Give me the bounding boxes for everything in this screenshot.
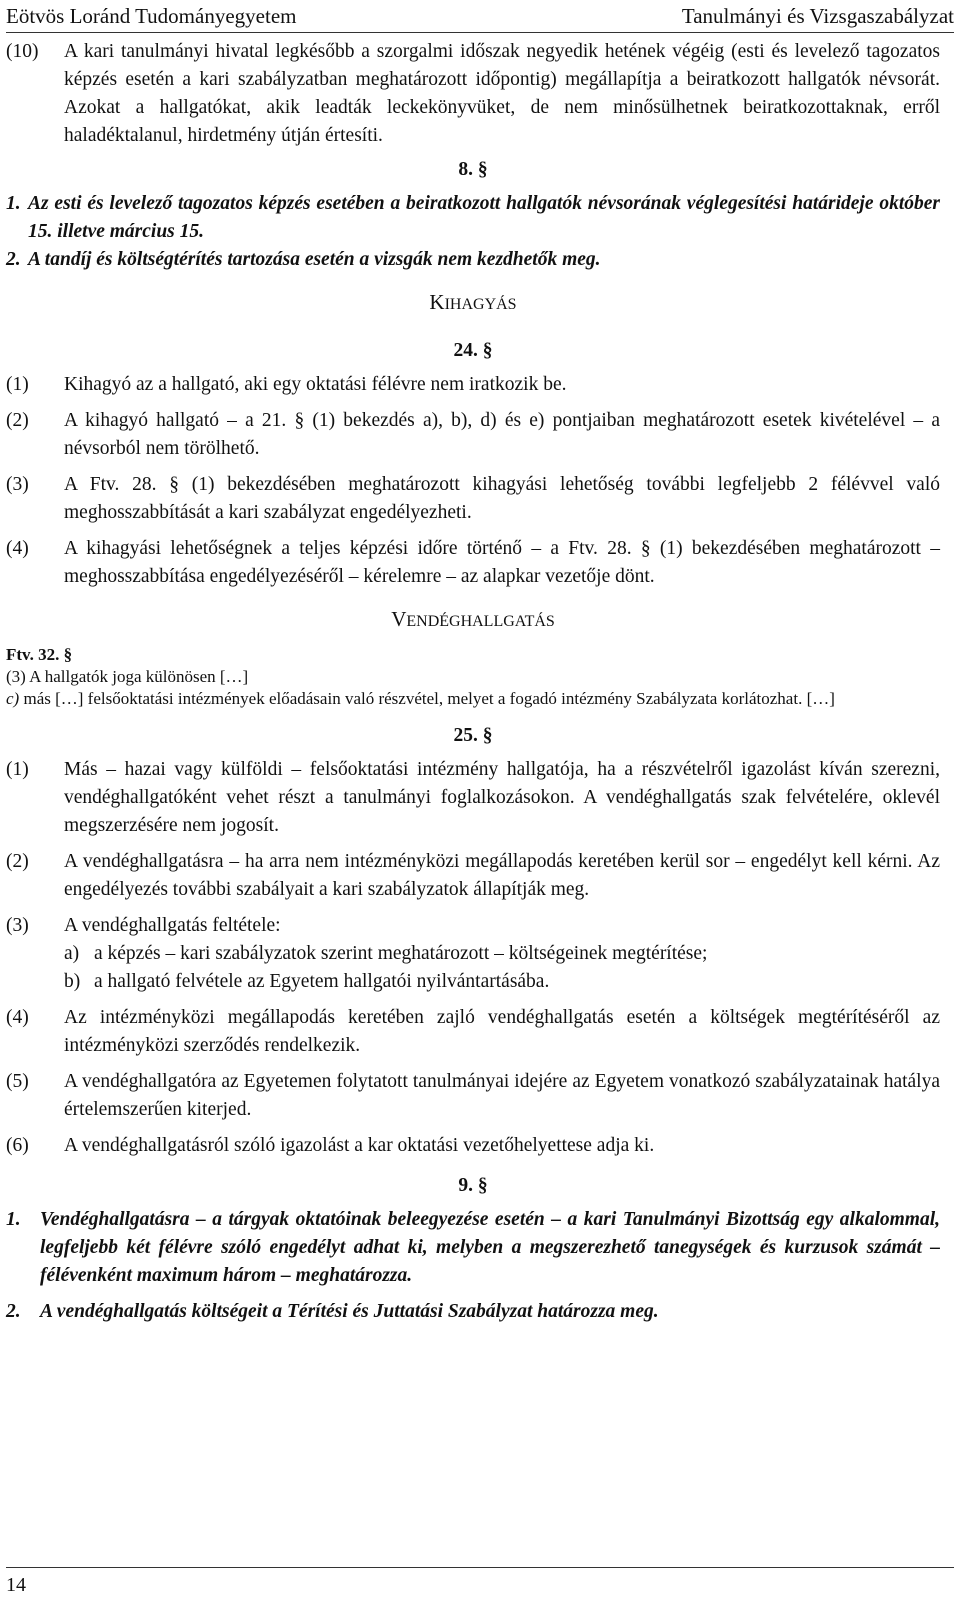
item-text: A Ftv. 28. § (1) bekezdésében meghatározott kihagyási lehetőség további legfeljebb 2 félévvel való meghosszabbítását a kari szabályzat engedélyezheti. (64, 474, 940, 523)
item-text: A vendéghallgatóra az Egyetemen folytatott tanulmányai idejére az Egyetem vonatkozó szabályzatainak hatálya értelemszerűen kiterjed. (64, 1071, 940, 1120)
section-25-item (6, 1068, 940, 1124)
ftv-quote (6, 644, 940, 710)
section-25-item (6, 1004, 940, 1060)
section-25-item (6, 756, 940, 840)
item-number: (3) (6, 474, 29, 495)
item-number: 1. (6, 1209, 21, 1230)
item-number: 2. (6, 1301, 21, 1322)
sub-item: a) a képzés – kari szabályzatok szerint meghatározott – költségeinek megtérítése; (64, 943, 708, 964)
item-text: Az intézményközi megállapodás keretében zajló vendéghallgatás esetén a költségek megtérítéséről az intézményközi szerződés rendelkezik. (64, 1007, 940, 1056)
page-number: 14 (6, 1574, 26, 1596)
paragraph-text: A kari tanulmányi hivatal legkésőbb a szorgalmi időszak negyedik hetének végéig (esti és levelező tagozatos képzés esetén a kari szabályzatban meghatározott időpontig) megállapítja a beiratkozott hallgatók névsorát. Azokat a hallgatókat, akik leadták leckekönyvüket, de nem minősülhetnek beiratkozottaknak, erről haladéktalanul, hirdetmény útján értesíti. (64, 41, 940, 146)
section-25-title: 25. § (453, 725, 493, 746)
ftv-quote-line: (3) A hallgatók joga különösen […] (6, 667, 249, 686)
document-body (6, 38, 940, 1334)
section-24-item (6, 371, 940, 399)
section-24-item (6, 407, 940, 463)
section-8-item (6, 246, 940, 274)
section-25-item (6, 848, 940, 904)
item-text: A kihagyó hallgató – a 21. § (1) bekezdés a), b), d) és e) pontjaiban meghatározott esetek kivételével – a névsorból nem törölhető. (64, 410, 940, 459)
item-text: A vendéghallgatás költségeit a Térítési és Juttatási Szabályzat határozza meg. (40, 1301, 659, 1322)
section-8-item (6, 190, 940, 246)
item-number: 2. (6, 249, 21, 270)
header-university: Eötvös Loránd Tudományegyetem (6, 4, 297, 28)
section-24-item (6, 535, 940, 591)
section-25-item (6, 912, 940, 996)
page-header (6, 0, 954, 33)
section-25-item (6, 1132, 940, 1160)
section-8-title: 8. § (458, 159, 488, 180)
item-text: Az esti és levelező tagozatos képzés esetében a beiratkozott hallgatók névsorának véglegesítési határideje október 15. illetve március 15. (28, 193, 940, 242)
item-text: A vendéghallgatásról szóló igazolást a kar oktatási vezetőhelyettese adja ki. (64, 1135, 655, 1156)
page-footer (6, 1567, 954, 1597)
item-number: (6) (6, 1135, 29, 1156)
sub-item: b) a hallgató felvétele az Egyetem hallgatói nyilvántartásába. (64, 971, 550, 992)
item-number: (3) (6, 915, 29, 936)
section-9-title: 9. § (458, 1175, 488, 1196)
item-number: (5) (6, 1071, 29, 1092)
section-24-item (6, 471, 940, 527)
section-24-title: 24. § (453, 340, 493, 361)
item-text: A vendéghallgatásra – ha arra nem intézményközi megállapodás keretében kerül sor – engedélyt kell kérni. Az engedélyezés további szabályait a kari szabályzatok állapítják meg. (64, 851, 940, 900)
item-text: A vendéghallgatás feltétele: (64, 915, 281, 936)
section-9-item (6, 1206, 940, 1290)
item-text: Vendéghallgatásra – a tárgyak oktatóinak beleegyezése esetén – a kari Tanulmányi Bizottság egy alkalommal, legfeljebb két félévre szóló engedélyt adhat ki, melyben a megszerezhető tanegységek és kurzusok számát – félévenként maximum három – meghatározza. (40, 1209, 940, 1286)
item-text: Kihagyó az a hallgató, aki egy oktatási félévre nem iratkozik be. (64, 374, 567, 395)
paragraph-number: (10) (6, 41, 39, 62)
item-number: (4) (6, 538, 29, 559)
item-number: (4) (6, 1007, 29, 1028)
ftv-quote-point-c: c) más […] felsőoktatási intézmények előadásain való részvétel, melyet a fogadó intézmény Szabályzata korlátozhat. […] (6, 689, 835, 708)
item-number: (2) (6, 851, 29, 872)
item-number: (1) (6, 759, 29, 780)
item-number: 1. (6, 193, 21, 214)
header-document-title: Tanulmányi és Vizsgaszabályzat (681, 4, 954, 28)
item-text: A tandíj és költségtérítés tartozása esetén a vizsgák nem kezdhetők meg. (28, 249, 601, 270)
vendeghallgatas-heading: VENDÉGHALLGATÁS (391, 607, 555, 631)
item-text: Más – hazai vagy külföldi – felsőoktatási intézmény hallgatója, ha a részvételről igazolást kíván szerezni, vendéghallgatóként vehet részt a tanulmányi foglalkozásokon. A vendéghallgatás szak felvételére, oklevél megszerzésére nem jogosít. (64, 759, 940, 836)
paragraph-10 (6, 38, 940, 150)
item-number: (1) (6, 374, 29, 395)
item-number: (2) (6, 410, 29, 431)
kihagyas-heading: KIHAGYÁS (429, 290, 517, 314)
item-text: A kihagyási lehetőségnek a teljes képzési időre történő – a Ftv. 28. § (1) bekezdésében meghatározott – meghosszabbítása engedélyezéséről – kérelemre – az alapkar vezetője dönt. (64, 538, 940, 587)
section-9-item (6, 1298, 940, 1326)
ftv-quote-title: Ftv. 32. § (6, 645, 73, 664)
